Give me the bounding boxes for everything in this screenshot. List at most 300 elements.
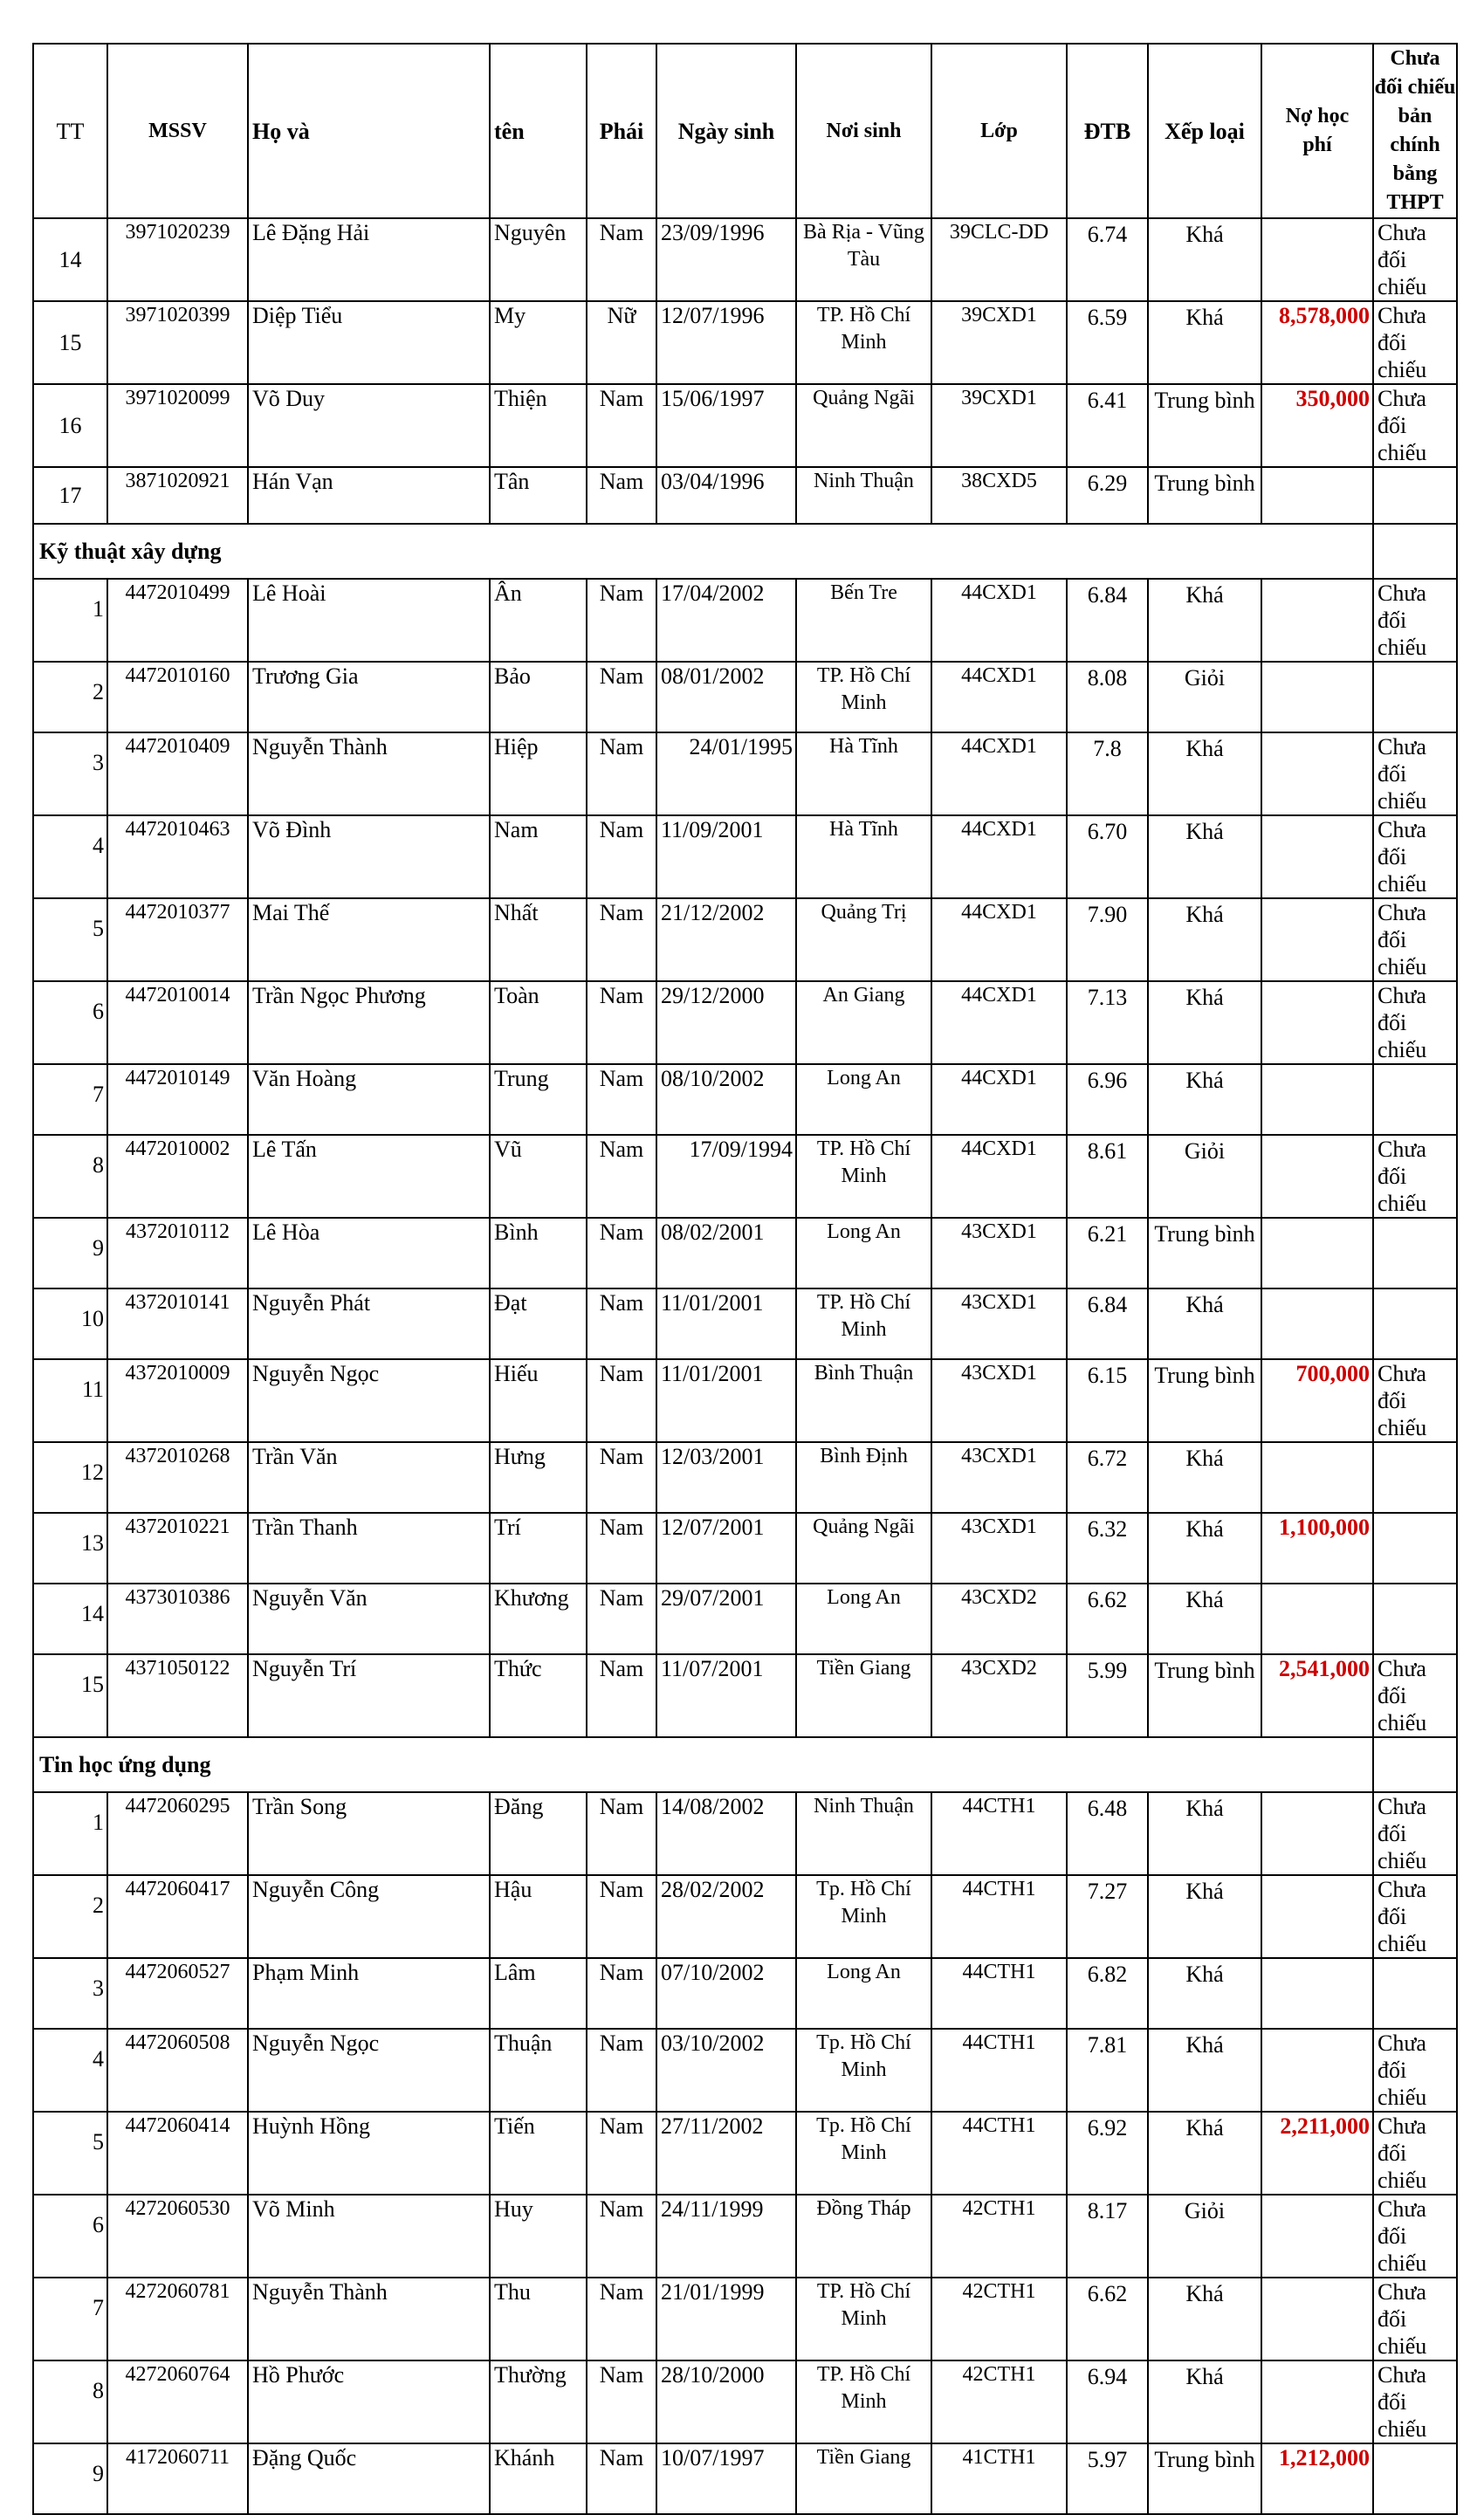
ten-cell: Hiệp — [490, 732, 587, 815]
xep-loai-cell: Trung bình — [1148, 2443, 1261, 2514]
noi-sinh-cell: Quảng Ngãi — [796, 384, 931, 467]
tt-cell: 6 — [33, 2195, 107, 2278]
table-row — [33, 981, 1457, 1064]
noi-sinh-cell: Bình Định — [796, 1442, 931, 1513]
phai-cell: Nam — [587, 1958, 656, 2029]
xep-loai-cell: Khá — [1148, 1584, 1261, 1654]
xep-loai-cell: Trung bình — [1148, 1654, 1261, 1737]
phai-cell: Nam — [587, 1875, 656, 1958]
ngay-sinh-cell: 07/10/2002 — [656, 1958, 796, 2029]
phai-cell: Nam — [587, 1359, 656, 1442]
phai-cell: Nam — [587, 2360, 656, 2443]
phai-cell: Nam — [587, 2112, 656, 2195]
tt-cell: 7 — [33, 1064, 107, 1135]
header-row — [33, 44, 1457, 218]
lop-cell: 41CTH1 — [931, 2443, 1067, 2514]
no-hoc-phi-cell: 2,211,000 — [1261, 2112, 1373, 2195]
dtb-cell: 7.27 — [1067, 1875, 1148, 1958]
ngay-sinh-cell: 17/04/2002 — [656, 579, 796, 662]
header-ngay-sinh: Ngày sinh — [656, 44, 796, 218]
mssv-cell: 4272060764 — [107, 2360, 248, 2443]
lop-cell: 44CXD1 — [931, 1135, 1067, 1218]
ngay-sinh-cell: 29/12/2000 — [656, 981, 796, 1064]
header-dtb: ĐTB — [1067, 44, 1148, 218]
dtb-cell: 6.62 — [1067, 1584, 1148, 1654]
no-hoc-phi-cell — [1261, 1958, 1373, 2029]
phai-cell: Nam — [587, 467, 656, 524]
xep-loai-cell: Khá — [1148, 1442, 1261, 1513]
ten-cell: My — [490, 301, 587, 384]
dtb-cell: 6.29 — [1067, 467, 1148, 524]
tt-cell: 2 — [33, 662, 107, 732]
tt-cell: 16 — [33, 384, 107, 467]
xep-loai-cell: Khá — [1148, 2278, 1261, 2360]
ngay-sinh-cell: 03/10/2002 — [656, 2029, 796, 2112]
ten-cell: Nhất — [490, 898, 587, 981]
table-row — [33, 815, 1457, 898]
phai-cell: Nam — [587, 384, 656, 467]
ten-cell: Bình — [490, 1218, 587, 1288]
table-row — [33, 2029, 1457, 2112]
note-cell: Chưa đối chiếu — [1373, 815, 1457, 898]
phai-cell: Nam — [587, 981, 656, 1064]
no-hoc-phi-cell — [1261, 815, 1373, 898]
note-cell: Chưa đối chiếu — [1373, 2360, 1457, 2443]
note-cell: Chưa đối chiếu — [1373, 898, 1457, 981]
ho-cell: Nguyễn Thành — [248, 732, 490, 815]
ngay-sinh-cell: 23/09/1996 — [656, 218, 796, 301]
ten-cell: Nguyên — [490, 218, 587, 301]
mssv-cell: 3971020099 — [107, 384, 248, 467]
note-cell — [1373, 1218, 1457, 1288]
noi-sinh-cell: Long An — [796, 1584, 931, 1654]
xep-loai-cell: Khá — [1148, 1513, 1261, 1584]
noi-sinh-cell: Đồng Tháp — [796, 2195, 931, 2278]
noi-sinh-cell: TP. Hồ Chí Minh — [796, 1288, 931, 1359]
note-cell — [1373, 2443, 1457, 2514]
ho-cell: Nguyễn Công — [248, 1875, 490, 1958]
mssv-cell: 4472010149 — [107, 1064, 248, 1135]
mssv-cell: 4472010377 — [107, 898, 248, 981]
table-row — [33, 579, 1457, 662]
ten-cell: Hậu — [490, 1875, 587, 1958]
tt-cell: 4 — [33, 2029, 107, 2112]
ngay-sinh-cell: 12/07/2001 — [656, 1513, 796, 1584]
table-row — [33, 467, 1457, 524]
ho-cell: Võ Đình — [248, 815, 490, 898]
mssv-cell: 4472010409 — [107, 732, 248, 815]
section-empty-cell — [1373, 524, 1457, 579]
ngay-sinh-cell: 12/03/2001 — [656, 1442, 796, 1513]
section-title: Tin học ứng dụng — [33, 1737, 1373, 1792]
phai-cell: Nam — [587, 1218, 656, 1288]
phai-cell: Nam — [587, 1442, 656, 1513]
phai-cell: Nam — [587, 1584, 656, 1654]
dtb-cell: 6.72 — [1067, 1442, 1148, 1513]
xep-loai-cell: Trung bình — [1148, 1359, 1261, 1442]
no-hoc-phi-cell — [1261, 1792, 1373, 1875]
lop-cell: 42CTH1 — [931, 2360, 1067, 2443]
noi-sinh-cell: Tiền Giang — [796, 2443, 931, 2514]
note-cell: Chưa đối chiếu — [1373, 1792, 1457, 1875]
header-lop: Lớp — [931, 44, 1067, 218]
noi-sinh-cell: Tp. Hồ Chí Minh — [796, 2029, 931, 2112]
mssv-cell: 3971020239 — [107, 218, 248, 301]
note-cell — [1373, 467, 1457, 524]
phai-cell: Nam — [587, 898, 656, 981]
ho-cell: Phạm Minh — [248, 1958, 490, 2029]
noi-sinh-cell: Long An — [796, 1064, 931, 1135]
note-cell: Chưa đối chiếu — [1373, 981, 1457, 1064]
tt-cell: 6 — [33, 981, 107, 1064]
note-cell: Chưa đối chiếu — [1373, 732, 1457, 815]
note-cell: Chưa đối chiếu — [1373, 1875, 1457, 1958]
ten-cell: Thức — [490, 1654, 587, 1737]
note-cell — [1373, 1288, 1457, 1359]
ten-cell: Thuận — [490, 2029, 587, 2112]
mssv-cell: 4472060414 — [107, 2112, 248, 2195]
xep-loai-cell: Giỏi — [1148, 1135, 1261, 1218]
tt-cell: 11 — [33, 1359, 107, 1442]
dtb-cell: 8.61 — [1067, 1135, 1148, 1218]
table-row — [33, 1958, 1457, 2029]
tt-cell: 14 — [33, 1584, 107, 1654]
note-cell: Chưa đối chiếu — [1373, 579, 1457, 662]
dtb-cell: 6.32 — [1067, 1513, 1148, 1584]
noi-sinh-cell: Tp. Hồ Chí Minh — [796, 2112, 931, 2195]
table-row — [33, 1654, 1457, 1737]
note-cell: Chưa đối chiếu — [1373, 384, 1457, 467]
no-hoc-phi-cell: 1,212,000 — [1261, 2443, 1373, 2514]
ho-cell: Văn Hoàng — [248, 1064, 490, 1135]
mssv-cell: 4472010002 — [107, 1135, 248, 1218]
tt-cell: 8 — [33, 1135, 107, 1218]
ten-cell: Trung — [490, 1064, 587, 1135]
mssv-cell: 4172060711 — [107, 2443, 248, 2514]
no-hoc-phi-cell: 8,578,000 — [1261, 301, 1373, 384]
header-phai: Phái — [587, 44, 656, 218]
noi-sinh-cell: Quảng Ngãi — [796, 1513, 931, 1584]
ten-cell: Đăng — [490, 1792, 587, 1875]
no-hoc-phi-cell — [1261, 1288, 1373, 1359]
xep-loai-cell: Khá — [1148, 301, 1261, 384]
dtb-cell: 6.59 — [1067, 301, 1148, 384]
ngay-sinh-cell: 11/01/2001 — [656, 1359, 796, 1442]
ten-cell: Toàn — [490, 981, 587, 1064]
mssv-cell: 4272060530 — [107, 2195, 248, 2278]
header-no-hoc-phi: Nợ học phí — [1261, 44, 1373, 218]
tt-cell: 14 — [33, 218, 107, 301]
ten-cell: Huy — [490, 2195, 587, 2278]
noi-sinh-cell: Long An — [796, 1218, 931, 1288]
ngay-sinh-cell: 11/01/2001 — [656, 1288, 796, 1359]
no-hoc-phi-cell — [1261, 1875, 1373, 1958]
ho-cell: Hồ Phước — [248, 2360, 490, 2443]
xep-loai-cell: Khá — [1148, 1288, 1261, 1359]
note-cell: Chưa đối chiếu — [1373, 218, 1457, 301]
table-row — [33, 1135, 1457, 1218]
ngay-sinh-cell: 03/04/1996 — [656, 467, 796, 524]
lop-cell: 44CXD1 — [931, 898, 1067, 981]
tt-cell: 5 — [33, 898, 107, 981]
no-hoc-phi-cell — [1261, 467, 1373, 524]
noi-sinh-cell: Tiền Giang — [796, 1654, 931, 1737]
phai-cell: Nam — [587, 662, 656, 732]
tt-cell: 7 — [33, 2278, 107, 2360]
xep-loai-cell: Khá — [1148, 732, 1261, 815]
student-table — [32, 43, 1458, 2515]
lop-cell: 42CTH1 — [931, 2195, 1067, 2278]
no-hoc-phi-cell — [1261, 218, 1373, 301]
no-hoc-phi-cell — [1261, 662, 1373, 732]
xep-loai-cell: Giỏi — [1148, 662, 1261, 732]
lop-cell: 43CXD1 — [931, 1359, 1067, 1442]
tt-cell: 3 — [33, 1958, 107, 2029]
xep-loai-cell: Khá — [1148, 2360, 1261, 2443]
noi-sinh-cell: An Giang — [796, 981, 931, 1064]
lop-cell: 44CXD1 — [931, 662, 1067, 732]
mssv-cell: 4372010112 — [107, 1218, 248, 1288]
tt-cell: 10 — [33, 1288, 107, 1359]
phai-cell: Nam — [587, 1792, 656, 1875]
lop-cell: 44CXD1 — [931, 981, 1067, 1064]
lop-cell: 42CTH1 — [931, 2278, 1067, 2360]
no-hoc-phi-cell — [1261, 1135, 1373, 1218]
ho-cell: Lê Hoài — [248, 579, 490, 662]
ho-cell: Nguyễn Trí — [248, 1654, 490, 1737]
ho-cell: Lê Hòa — [248, 1218, 490, 1288]
lop-cell: 43CXD1 — [931, 1288, 1067, 1359]
note-cell: Chưa đối chiếu — [1373, 2195, 1457, 2278]
dtb-cell: 6.62 — [1067, 2278, 1148, 2360]
phai-cell: Nam — [587, 218, 656, 301]
mssv-cell: 4472010160 — [107, 662, 248, 732]
xep-loai-cell: Khá — [1148, 898, 1261, 981]
mssv-cell: 4472010463 — [107, 815, 248, 898]
phai-cell: Nam — [587, 815, 656, 898]
tt-cell: 15 — [33, 301, 107, 384]
lop-cell: 44CXD1 — [931, 815, 1067, 898]
note-cell: Chưa đối chiếu — [1373, 301, 1457, 384]
table-row — [33, 1442, 1457, 1513]
noi-sinh-cell: Tp. Hồ Chí Minh — [796, 1875, 931, 1958]
mssv-cell: 4472060417 — [107, 1875, 248, 1958]
lop-cell: 39CXD1 — [931, 384, 1067, 467]
mssv-cell: 4372010221 — [107, 1513, 248, 1584]
noi-sinh-cell: TP. Hồ Chí Minh — [796, 301, 931, 384]
section-row — [33, 1737, 1457, 1792]
tt-cell: 8 — [33, 2360, 107, 2443]
lop-cell: 44CXD1 — [931, 732, 1067, 815]
ho-cell: Trần Văn — [248, 1442, 490, 1513]
table-row — [33, 662, 1457, 732]
phai-cell: Nam — [587, 2443, 656, 2514]
dtb-cell: 7.8 — [1067, 732, 1148, 815]
note-cell: Chưa đối chiếu — [1373, 1654, 1457, 1737]
ho-cell: Nguyễn Thành — [248, 2278, 490, 2360]
lop-cell: 43CXD2 — [931, 1584, 1067, 1654]
table-row — [33, 2443, 1457, 2514]
ngay-sinh-cell: 17/09/1994 — [656, 1135, 796, 1218]
ngay-sinh-cell: 21/01/1999 — [656, 2278, 796, 2360]
noi-sinh-cell: Bà Rịa - Vũng Tàu — [796, 218, 931, 301]
dtb-cell: 6.82 — [1067, 1958, 1148, 2029]
lop-cell: 44CTH1 — [931, 1875, 1067, 1958]
no-hoc-phi-cell — [1261, 1442, 1373, 1513]
dtb-cell: 8.17 — [1067, 2195, 1148, 2278]
xep-loai-cell: Khá — [1148, 1958, 1261, 2029]
lop-cell: 43CXD1 — [931, 1218, 1067, 1288]
phai-cell: Nữ — [587, 301, 656, 384]
header-mssv: MSSV — [107, 44, 248, 218]
section-row — [33, 524, 1457, 579]
xep-loai-cell: Khá — [1148, 2029, 1261, 2112]
note-cell — [1373, 1513, 1457, 1584]
table-row — [33, 218, 1457, 301]
mssv-cell: 3971020399 — [107, 301, 248, 384]
tt-cell: 2 — [33, 1875, 107, 1958]
tt-cell: 13 — [33, 1513, 107, 1584]
phai-cell: Nam — [587, 1064, 656, 1135]
lop-cell: 38CXD5 — [931, 467, 1067, 524]
tt-cell: 1 — [33, 579, 107, 662]
noi-sinh-cell: TP. Hồ Chí Minh — [796, 2360, 931, 2443]
no-hoc-phi-cell — [1261, 2029, 1373, 2112]
dtb-cell: 6.21 — [1067, 1218, 1148, 1288]
table-row — [33, 2112, 1457, 2195]
table-row — [33, 1218, 1457, 1288]
dtb-cell: 6.70 — [1067, 815, 1148, 898]
tt-cell: 4 — [33, 815, 107, 898]
xep-loai-cell: Giỏi — [1148, 2195, 1261, 2278]
noi-sinh-cell: Ninh Thuận — [796, 1792, 931, 1875]
lop-cell: 43CXD2 — [931, 1654, 1067, 1737]
no-hoc-phi-cell — [1261, 1584, 1373, 1654]
lop-cell: 44CTH1 — [931, 2112, 1067, 2195]
table-row — [33, 1584, 1457, 1654]
ten-cell: Hiếu — [490, 1359, 587, 1442]
xep-loai-cell: Khá — [1148, 218, 1261, 301]
header-ten: tên — [490, 44, 587, 218]
table-row — [33, 2195, 1457, 2278]
phai-cell: Nam — [587, 1135, 656, 1218]
tt-cell: 1 — [33, 1792, 107, 1875]
note-cell: Chưa đối chiếu — [1373, 2112, 1457, 2195]
ngay-sinh-cell: 08/02/2001 — [656, 1218, 796, 1288]
ten-cell: Khương — [490, 1584, 587, 1654]
phai-cell: Nam — [587, 1654, 656, 1737]
mssv-cell: 4373010386 — [107, 1584, 248, 1654]
xep-loai-cell: Khá — [1148, 815, 1261, 898]
header-chua-doi-chieu: Chưa đối chiếu bản chính bằng THPT — [1373, 44, 1457, 218]
table-row — [33, 1792, 1457, 1875]
no-hoc-phi-cell — [1261, 1218, 1373, 1288]
lop-cell: 44CTH1 — [931, 1792, 1067, 1875]
ten-cell: Thiện — [490, 384, 587, 467]
ho-cell: Lê Tấn — [248, 1135, 490, 1218]
ho-cell: Trần Ngọc Phương — [248, 981, 490, 1064]
tt-cell: 17 — [33, 467, 107, 524]
ho-cell: Hán Vạn — [248, 467, 490, 524]
noi-sinh-cell: Hà Tĩnh — [796, 815, 931, 898]
ten-cell: Khánh — [490, 2443, 587, 2514]
ten-cell: Thu — [490, 2278, 587, 2360]
header-xep-loai: Xếp loại — [1148, 44, 1261, 218]
note-cell — [1373, 662, 1457, 732]
mssv-cell: 4472060295 — [107, 1792, 248, 1875]
ngay-sinh-cell: 24/01/1995 — [656, 732, 796, 815]
mssv-cell: 4472060527 — [107, 1958, 248, 2029]
lop-cell: 43CXD1 — [931, 1442, 1067, 1513]
ho-cell: Huỳnh Hồng — [248, 2112, 490, 2195]
ten-cell: Tân — [490, 467, 587, 524]
ngay-sinh-cell: 24/11/1999 — [656, 2195, 796, 2278]
note-cell: Chưa đối chiếu — [1373, 1135, 1457, 1218]
header-noi-sinh: Nơi sinh — [796, 44, 931, 218]
noi-sinh-cell: Bến Tre — [796, 579, 931, 662]
mssv-cell: 4371050122 — [107, 1654, 248, 1737]
xep-loai-cell: Khá — [1148, 1792, 1261, 1875]
ngay-sinh-cell: 11/07/2001 — [656, 1654, 796, 1737]
section-empty-cell — [1373, 1737, 1457, 1792]
noi-sinh-cell: Hà Tĩnh — [796, 732, 931, 815]
ngay-sinh-cell: 12/07/1996 — [656, 301, 796, 384]
ngay-sinh-cell: 08/10/2002 — [656, 1064, 796, 1135]
dtb-cell: 6.94 — [1067, 2360, 1148, 2443]
note-cell: Chưa đối chiếu — [1373, 2278, 1457, 2360]
ngay-sinh-cell: 08/01/2002 — [656, 662, 796, 732]
note-cell: Chưa đối chiếu — [1373, 1359, 1457, 1442]
ho-cell: Trần Thanh — [248, 1513, 490, 1584]
phai-cell: Nam — [587, 2195, 656, 2278]
no-hoc-phi-cell: 350,000 — [1261, 384, 1373, 467]
tt-cell: 3 — [33, 732, 107, 815]
ho-cell: Trần Song — [248, 1792, 490, 1875]
lop-cell: 44CXD1 — [931, 579, 1067, 662]
table-row — [33, 1288, 1457, 1359]
ngay-sinh-cell: 11/09/2001 — [656, 815, 796, 898]
xep-loai-cell: Khá — [1148, 579, 1261, 662]
dtb-cell: 5.97 — [1067, 2443, 1148, 2514]
table-row — [33, 1875, 1457, 1958]
table-row — [33, 898, 1457, 981]
dtb-cell: 5.99 — [1067, 1654, 1148, 1737]
table-row — [33, 384, 1457, 467]
tt-cell: 9 — [33, 2443, 107, 2514]
ho-cell: Nguyễn Phát — [248, 1288, 490, 1359]
ten-cell: Lâm — [490, 1958, 587, 2029]
phai-cell: Nam — [587, 2278, 656, 2360]
ngay-sinh-cell: 15/06/1997 — [656, 384, 796, 467]
no-hoc-phi-cell — [1261, 1064, 1373, 1135]
dtb-cell: 7.90 — [1067, 898, 1148, 981]
table-row — [33, 2278, 1457, 2360]
header-tt: TT — [33, 44, 107, 218]
ho-cell: Võ Duy — [248, 384, 490, 467]
phai-cell: Nam — [587, 2029, 656, 2112]
noi-sinh-cell: Ninh Thuận — [796, 467, 931, 524]
no-hoc-phi-cell: 700,000 — [1261, 1359, 1373, 1442]
tt-cell: 15 — [33, 1654, 107, 1737]
mssv-cell: 4472010014 — [107, 981, 248, 1064]
ten-cell: Đạt — [490, 1288, 587, 1359]
dtb-cell: 6.41 — [1067, 384, 1148, 467]
table-row — [33, 1359, 1457, 1442]
lop-cell: 43CXD1 — [931, 1513, 1067, 1584]
noi-sinh-cell: Quảng Trị — [796, 898, 931, 981]
mssv-cell: 3871020921 — [107, 467, 248, 524]
no-hoc-phi-cell: 1,100,000 — [1261, 1513, 1373, 1584]
